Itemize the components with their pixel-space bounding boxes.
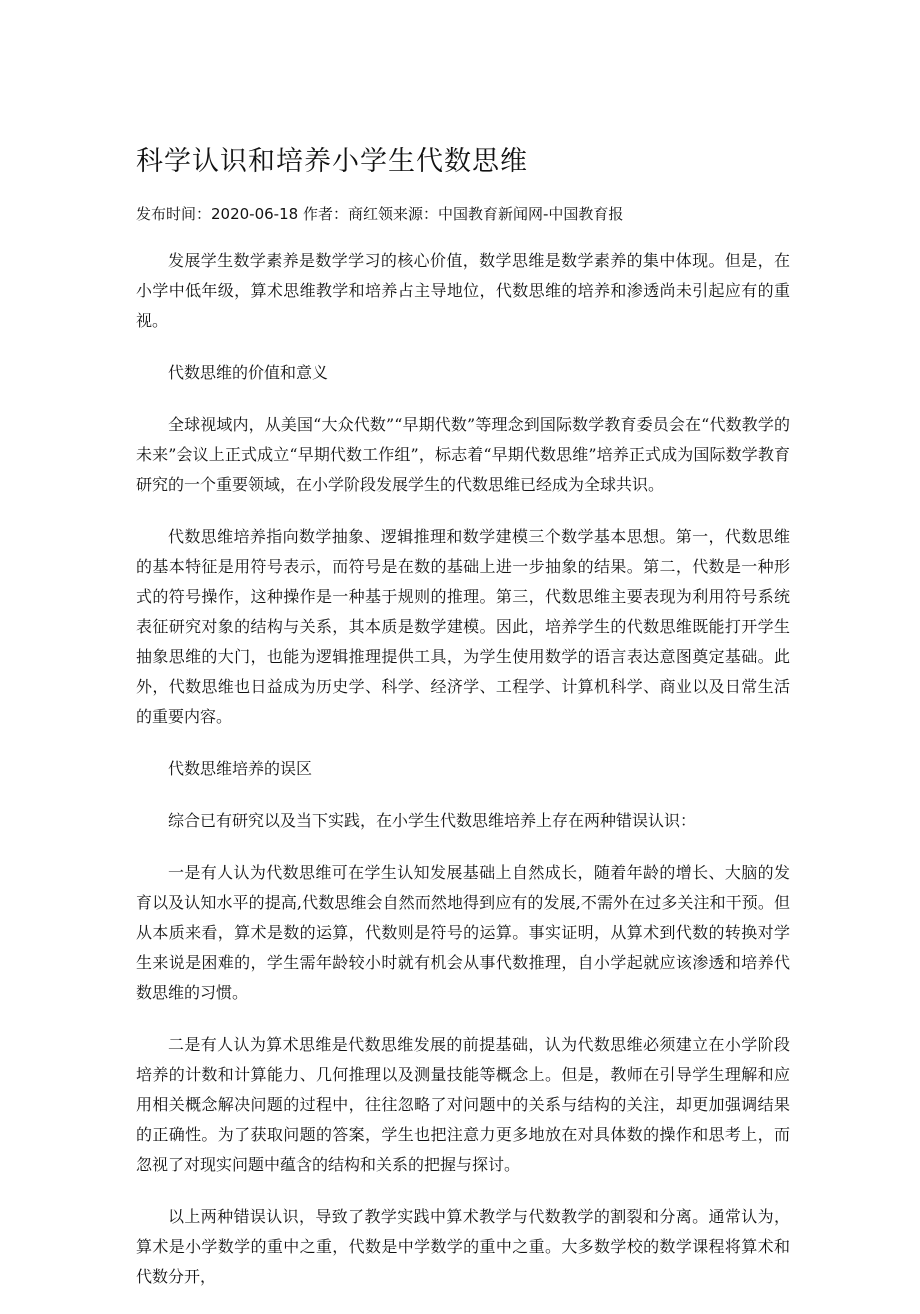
article-body [136, 246, 790, 1314]
article-title: 科学认识和培养小学生代数思维 [136, 146, 528, 177]
article-meta: 发布时间：2020-06-18 作者：商红领来源：中国教育新闻网-中国教育报 [136, 205, 624, 223]
paragraph-misconception-one: 一是有人认为代数思维可在学生认知发展基础上自然成长，随着年龄的增长、大脑的发育以及认知水平的提高,代数思维会自然而然地得到应有的发展,不需外在过多关注和干预。但从本质来看，算术是数的运算，代数则是符号的运算。事实证明，从算术到代数的转换对学生来说是困难的，学生需年龄较小时就有机会从事代数推理，自小学起就应该渗透和培养代数思维的习惯。 [136, 863, 790, 1002]
paragraph-algebra-thinking: 代数思维培养指向数学抽象、逻辑推理和数学建模三个数学基本思想。第一，代数思维的基本特征是用符号表示，而符号是在数的基础上进一步抽象的结果。第二，代数是一种形式的符号操作，这种操作是一种基于规则的推理。第三，代数思维主要表现为利用符号系统表征研究对象的结构与关系，其本质是数学建模。因此，培养学生的代数思维既能打开学生抽象思维的大门，也能为逻辑推理提供工具，为学生使用数学的语言表达意图奠定基础。此外，代数思维也日益成为历史学、科学、经济学、工程学、计算机科学、商业以及日常生活的重要内容。 [136, 527, 790, 726]
section-heading-misconceptions: 代数思维培养的误区 [168, 759, 313, 778]
section-heading-value: 代数思维的价值和意义 [168, 363, 329, 382]
paragraph-misconception-two: 二是有人认为算术思维是代数思维发展的前提基础，认为代数思维必须建立在小学阶段培养的计数和计算能力、几何推理以及测量技能等概念上。但是，教师在引导学生理解和应用相关概念解决问题的过程中，往往忽略了对问题中的关系与结构的关注，却更加强调结果的正确性。为了获取问题的答案，学生也把注意力更多地放在对具体数的操作和思考上，而忽视了对现实问题中蕴含的结构和关系的把握与探讨。 [136, 1035, 790, 1174]
paragraph-summary: 综合已有研究以及当下实践，在小学生代数思维培养上存在两种错误认识： [168, 811, 697, 830]
paragraph-global-view: 全球视域内，从美国“大众代数”“早期代数”等理念到国际数学教育委员会在“代数教学的未来”会议上正式成立“早期代数工作组”，标志着“早期代数思维”培养正式成为国际数学教育研究的一个重要领域，在小学阶段发展学生的代数思维已经成为全球共识。 [136, 415, 790, 494]
paragraph-conclusion: 以上两种错误认识，导致了教学实践中算术教学与代数教学的割裂和分离。通常认为，算术是小学数学的重中之重，代数是中学数学的重中之重。大多数学校的数学课程将算术和代数分开， [136, 1207, 790, 1286]
paragraph-intro: 发展学生数学素养是数学学习的核心价值，数学思维是数学素养的集中体现。但是，在小学中低年级，算术思维教学和培养占主导地位，代数思维的培养和渗透尚未引起应有的重视。 [136, 251, 790, 330]
